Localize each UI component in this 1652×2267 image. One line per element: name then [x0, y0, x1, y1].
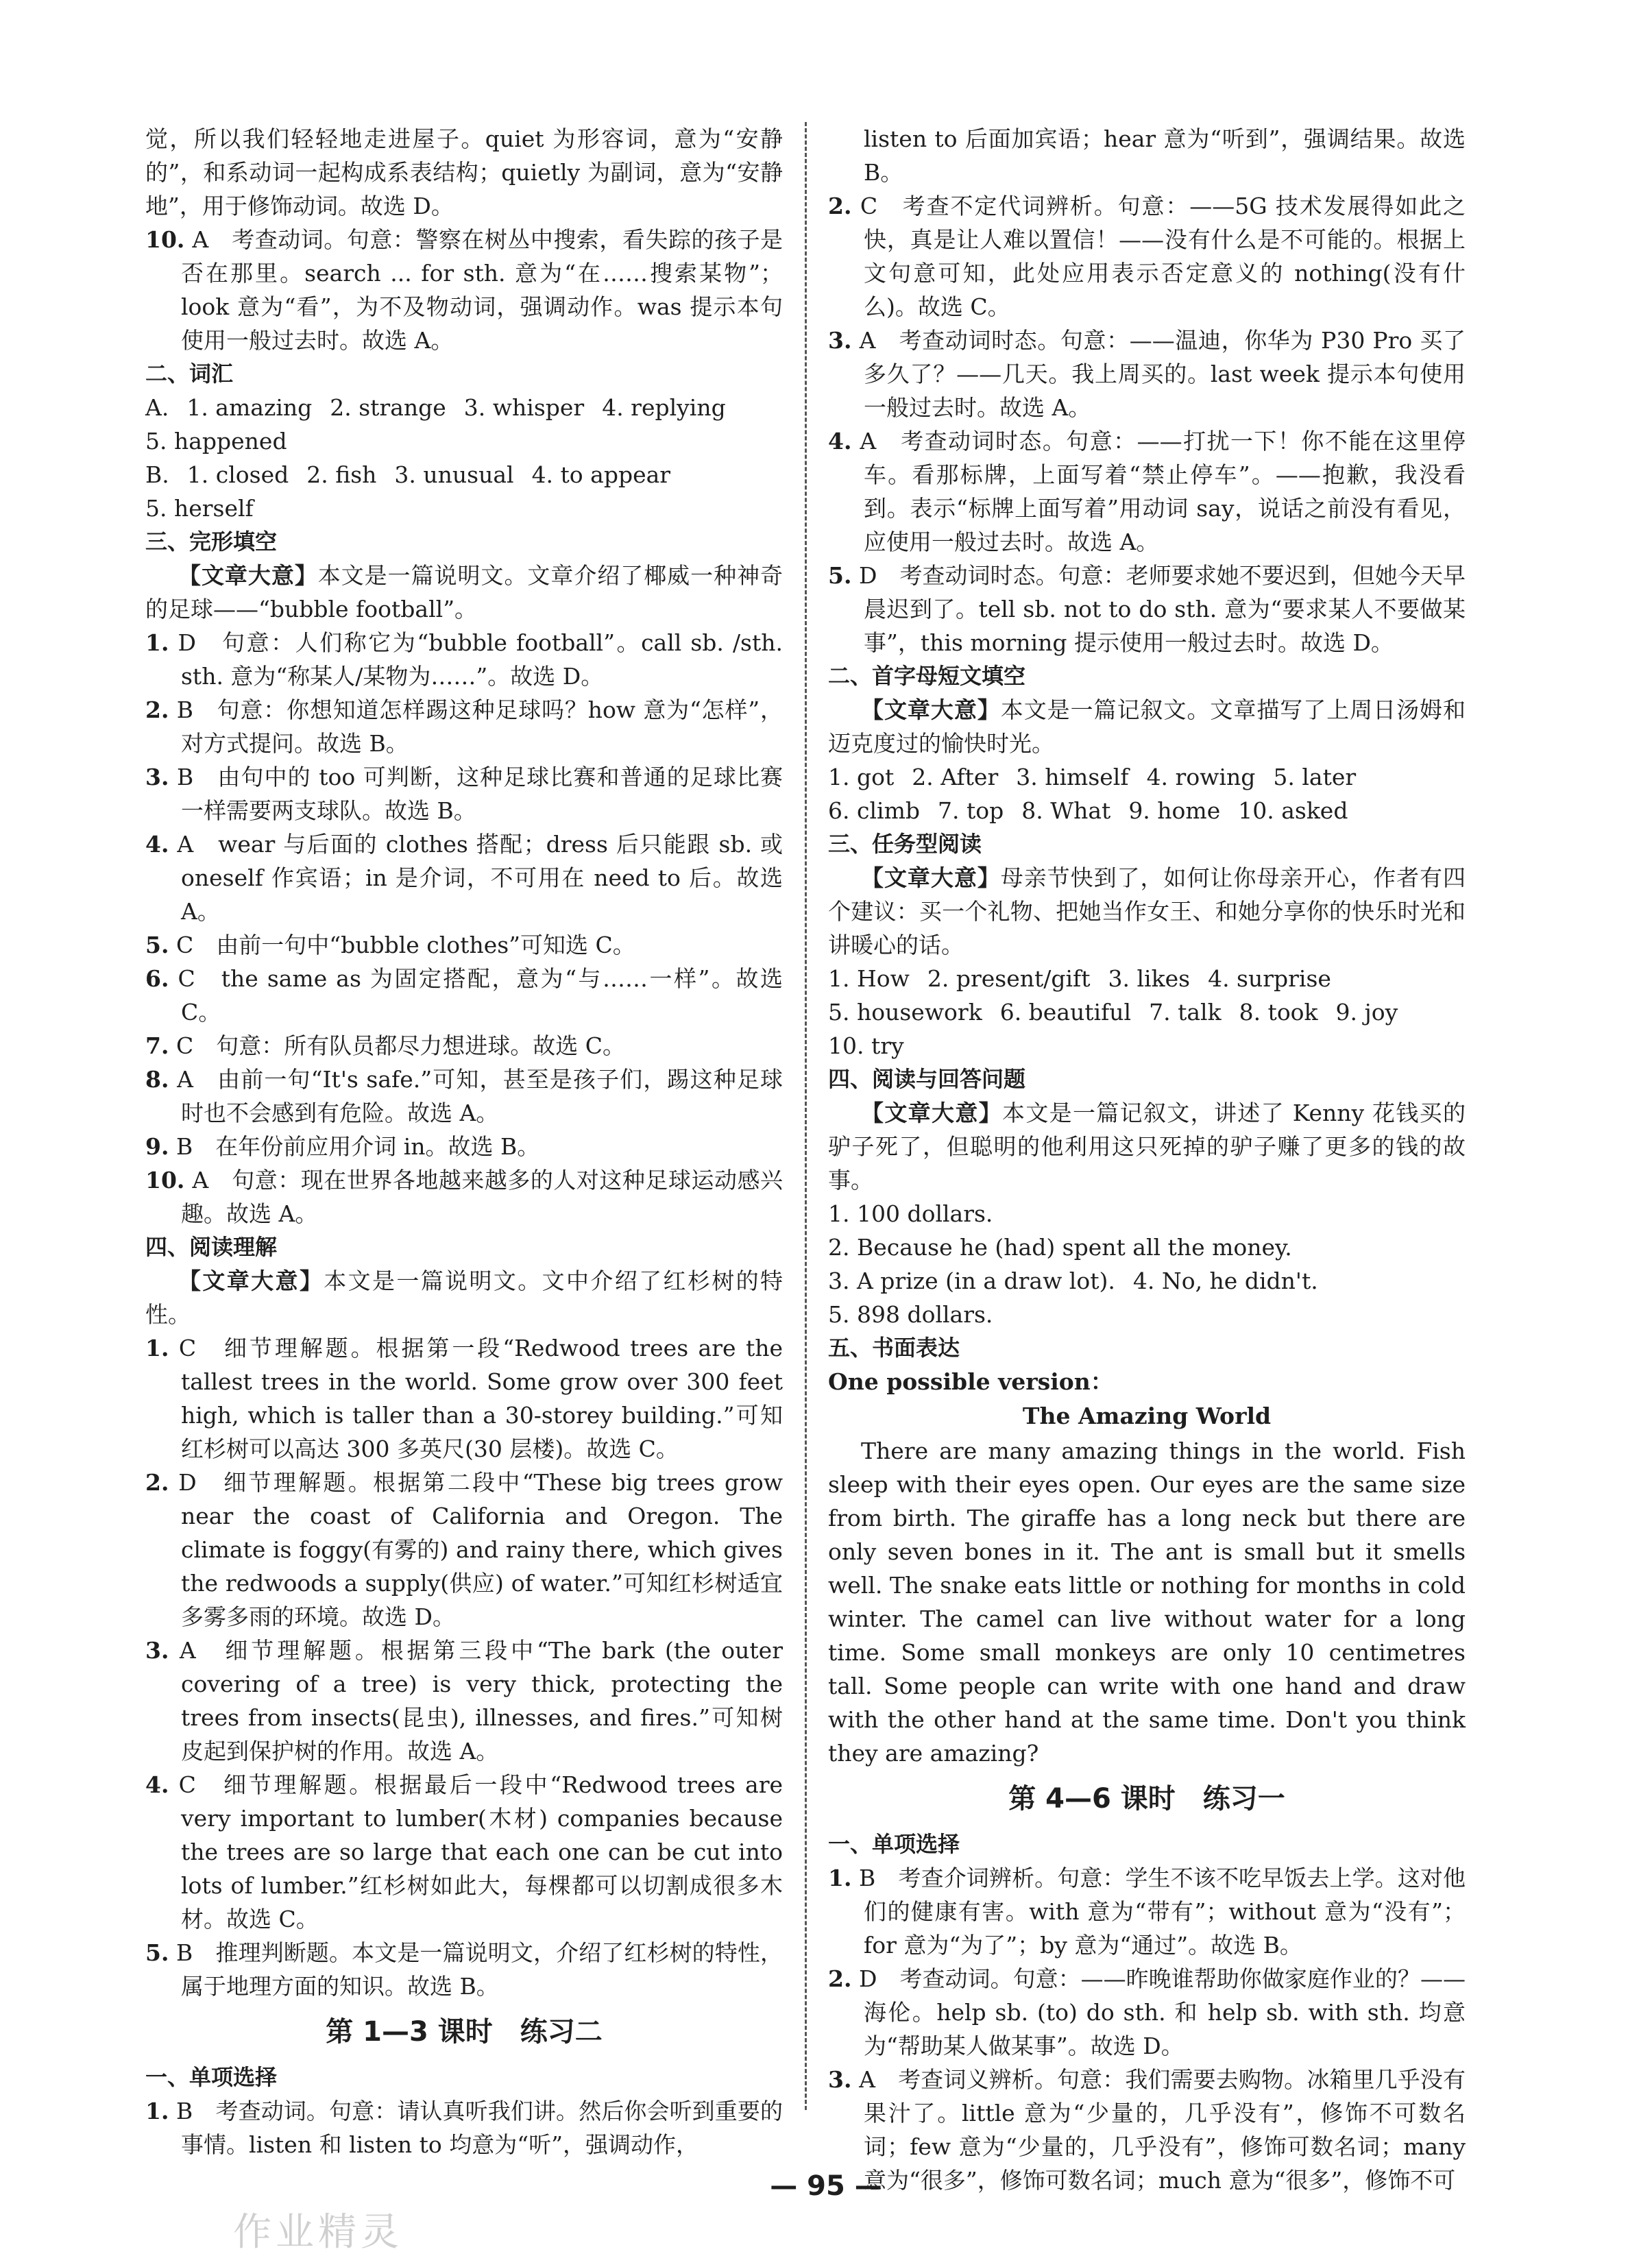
- answer-row: 1. got 2. After 3. himself 4. rowing 5. later: [828, 764, 1357, 790]
- answer-item: 1. B 考查介词辨析。句意：学生不该不吃早饭去上学。这对他们的健康有害。with 意为“带有”；without 意为“没有”；for 意为“为了”；by 意为“通过”。故选 B。: [828, 1865, 1466, 1959]
- section-heading: 二、首字母短文填空: [828, 663, 1026, 689]
- answer-row: 5. housework 6. beautiful 7. talk 8. took 9. joy: [828, 999, 1398, 1026]
- lesson-title: 第 1—3 课时 练习二: [326, 2016, 603, 2048]
- answer-row: 6. climb 7. top 8. What 9. home 10. asked: [828, 797, 1348, 824]
- paragraph: listen to 后面加宾语；hear 意为“听到”，强调结果。故选 B。: [864, 125, 1466, 186]
- vocab-row-a-cont: 5. happened: [145, 428, 287, 454]
- section-heading: 四、阅读理解: [145, 1234, 278, 1260]
- watermark: 作业精灵: [233, 2210, 403, 2255]
- answer-item: 10. A 考查动词。句意：警察在树丛中搜索，看失踪的孩子是否在那里。search ... for sth. 意为“在……搜索某物”；look 意为“看”，为不及物动词，强调动作。was 提示本句使用一般过去时。故选 A。: [145, 226, 783, 354]
- answer-item: 3. A 细节理解题。根据第三段中“The bark (the outer covering of a tree) is very thick, protecting the trees from insects(昆虫), illnesses, and fires.”可知树皮起到保护树的作用。故选 A。: [145, 1637, 783, 1765]
- section-heading: 三、任务型阅读: [828, 831, 982, 857]
- answer-row: 1. 100 dollars. 2. Because he (had) spent all the money.: [828, 1200, 1292, 1261]
- page-number: — 95 —: [770, 2170, 882, 2202]
- vocab-row-b: B. 1. closed 2. fish 3. unusual 4. to appear 5. herself: [145, 461, 671, 522]
- right-column: [828, 122, 1466, 2197]
- answer-item: 3. A 考查词义辨析。句意：我们需要去购物。冰箱里几乎没有果汁了。little 意为“少量的，几乎没有”，修饰不可数名词；few 意为“少量的，几乎没有”，修饰可数名词；many 意为“很多”，修饰可数名词；much 意为“很多”，修饰不可: [828, 2066, 1466, 2194]
- essay-title: The Amazing World: [1022, 1403, 1272, 1429]
- lesson-title: 第 4—6 课时 练习一: [1008, 1783, 1285, 1815]
- answer-item: 9. B 在年份前应用介词 in。故选 B。: [145, 1133, 540, 1160]
- answer-item: 1. D 句意：人们称它为“bubble football”。call sb. /sth. sth. 意为“称某人/某物为……”。故选 D。: [145, 629, 783, 690]
- answer-item: 4. A 考查动词时态。句意：——打扰一下！你不能在这里停车。看那标牌，上面写着“禁止停车”。——抱歉，我没看到。表示“标牌上面写着”用动词 say，说话之前没有看见，应使用一般过去时。故选 A。: [828, 428, 1466, 555]
- version-label: One possible version：: [828, 1368, 1113, 1395]
- topic-summary: 【文章大意】本文是一篇记叙文，讲述了 Kenny 花钱买的驴子死了，但聪明的他利用这只死掉的驴子赚了更多的钱的故事。: [828, 1100, 1466, 1193]
- answer-row: 3. A prize (in a draw lot). 4. No, he didn't. 5. 898 dollars.: [828, 1268, 1318, 1328]
- section-heading: 三、完形填空: [145, 529, 278, 555]
- section-heading: 二、词汇: [145, 361, 234, 387]
- answer-item: 4. A wear 与后面的 clothes 搭配；dress 后只能跟 sb. 或 oneself 作宾语；in 是介词，不可用在 need to 后。故选 A。: [145, 831, 783, 925]
- answer-item: 5. C 由前一句中“bubble clothes”可知选 C。: [145, 932, 635, 958]
- answer-item: 5. D 考查动词时态。句意：老师要求她不要迟到，但她今天早晨迟到了。tell sb. not to do sth. 意为“要求某人不要做某事”，this morning 提示使用一般过去时。故选 D。: [828, 562, 1466, 656]
- answer-item: 2. D 考查动词。句意：——昨晚谁帮助你做家庭作业的？——海伦。help sb. (to) do sth. 和 help sb. with sth. 均意为“帮助某人做某事”。故选 D。: [828, 1965, 1466, 2059]
- section-heading: 四、阅读与回答问题: [828, 1066, 1026, 1092]
- left-column: [145, 122, 783, 2161]
- answer-item: 8. A 由前一句“It's safe.”可知，甚至是孩子们，踢这种足球时也不会感到有危险。故选 A。: [145, 1066, 783, 1126]
- answer-item: 4. C 细节理解题。根据最后一段中“Redwood trees are very important to lumber(木材) companies because the trees are so large that each one can be cut into lots of lumber.”红杉树如此大，每棵都可以切割成很多木材。故选 C。: [145, 1771, 783, 1932]
- vocab-row-a: A. 1. amazing 2. strange 3. whisper 4. replying: [145, 394, 726, 421]
- answer-row: 10. try: [828, 1032, 904, 1059]
- answer-item: 1. C 细节理解题。根据第一段“Redwood trees are the tallest trees in the world. Some grow over 300 feet high, which is taller than a 30-storey building.”可知红杉树可以高达 300 多英尺(30 层楼)。故选 C。: [145, 1335, 783, 1462]
- section-heading: 一、单项选择: [145, 2064, 278, 2090]
- answer-item: 7. C 句意：所有队员都尽力想进球。故选 C。: [145, 1032, 625, 1059]
- topic-summary: 【文章大意】母亲节快到了，如何让你母亲开心，作者有四个建议：买一个礼物、把她当作女王、和她分享你的快乐时光和讲暖心的话。: [828, 864, 1466, 958]
- topic-summary: 【文章大意】本文是一篇说明文。文章介绍了椰威一种神奇的足球——“bubble football”。: [145, 562, 784, 622]
- answer-item: 6. C the same as 为固定搭配，意为“与……一样”。故选 C。: [145, 965, 783, 1026]
- column-divider: [805, 122, 807, 2110]
- section-heading: 五、书面表达: [828, 1335, 960, 1361]
- answer-item: 2. D 细节理解题。根据第二段中“These big trees grow near the coast of California and Oregon. The climate is foggy(有雾的) and rainy there, which gives the redwoods a supply(供应) of water.”可知红杉树适宜多雾多雨的环境。故选 D。: [145, 1469, 783, 1630]
- answer-item: 3. A 考查动词时态。句意：——温迪，你华为 P30 Pro 买了多久了？——几天。我上周买的。last week 提示本句使用一般过去时。故选 A。: [828, 327, 1466, 421]
- answer-item: 2. B 句意：你想知道怎样踢这种足球吗？how 意为“怎样”，对方式提问。故选 B。: [145, 696, 783, 757]
- answer-item: 1. B 考查动词。句意：请认真听我们讲。然后你会听到重要的事情。listen 和 listen to 均意为“听”，强调动作，: [145, 2098, 783, 2158]
- topic-summary: 【文章大意】本文是一篇说明文。文中介绍了红杉树的特性。: [145, 1268, 783, 1328]
- answer-item: 10. A 句意：现在世界各地越来越多的人对这种足球运动感兴趣。故选 A。: [145, 1167, 783, 1227]
- answer-row: 1. How 2. present/gift 3. likes 4. surprise: [828, 965, 1331, 992]
- answer-item: 5. B 推理判断题。本文是一篇说明文，介绍了红杉树的特性，属于地理方面的知识。故选 B。: [145, 1939, 783, 2000]
- essay-body: There are many amazing things in the world. Fish sleep with their eyes open. Our eyes are the same size from birth. The giraffe has a long neck but there are only seven bones in it. The ant is small but it smells well. The snake eats little or nothing for months in cold winter. The camel can live without water for a long time. Some small monkeys are only 10 centimetres tall. Some people can write with one hand and draw with the other hand at the same time. Don't you think they are amazing?: [828, 1438, 1466, 1767]
- paragraph: 觉，所以我们轻轻地走进屋子。quiet 为形容词，意为“安静的”，和系动词一起构成系表结构；quietly 为副词，意为“安静地”，用于修饰动词。故选 D。: [145, 125, 783, 219]
- answer-item: 3. B 由句中的 too 可判断，这种足球比赛和普通的足球比赛一样需要两支球队。故选 B。: [145, 764, 783, 824]
- section-heading: 一、单项选择: [828, 1831, 960, 1857]
- topic-summary: 【文章大意】本文是一篇记叙文。文章描写了上周日汤姆和迈克度过的愉快时光。: [828, 696, 1466, 757]
- answer-item: 2. C 考查不定代词辨析。句意：——5G 技术发展得如此之快，真是让人难以置信！——没有什么是不可能的。根据上文句意可知，此处应用表示否定意义的 nothing(没有什么)。故选 C。: [828, 193, 1466, 320]
